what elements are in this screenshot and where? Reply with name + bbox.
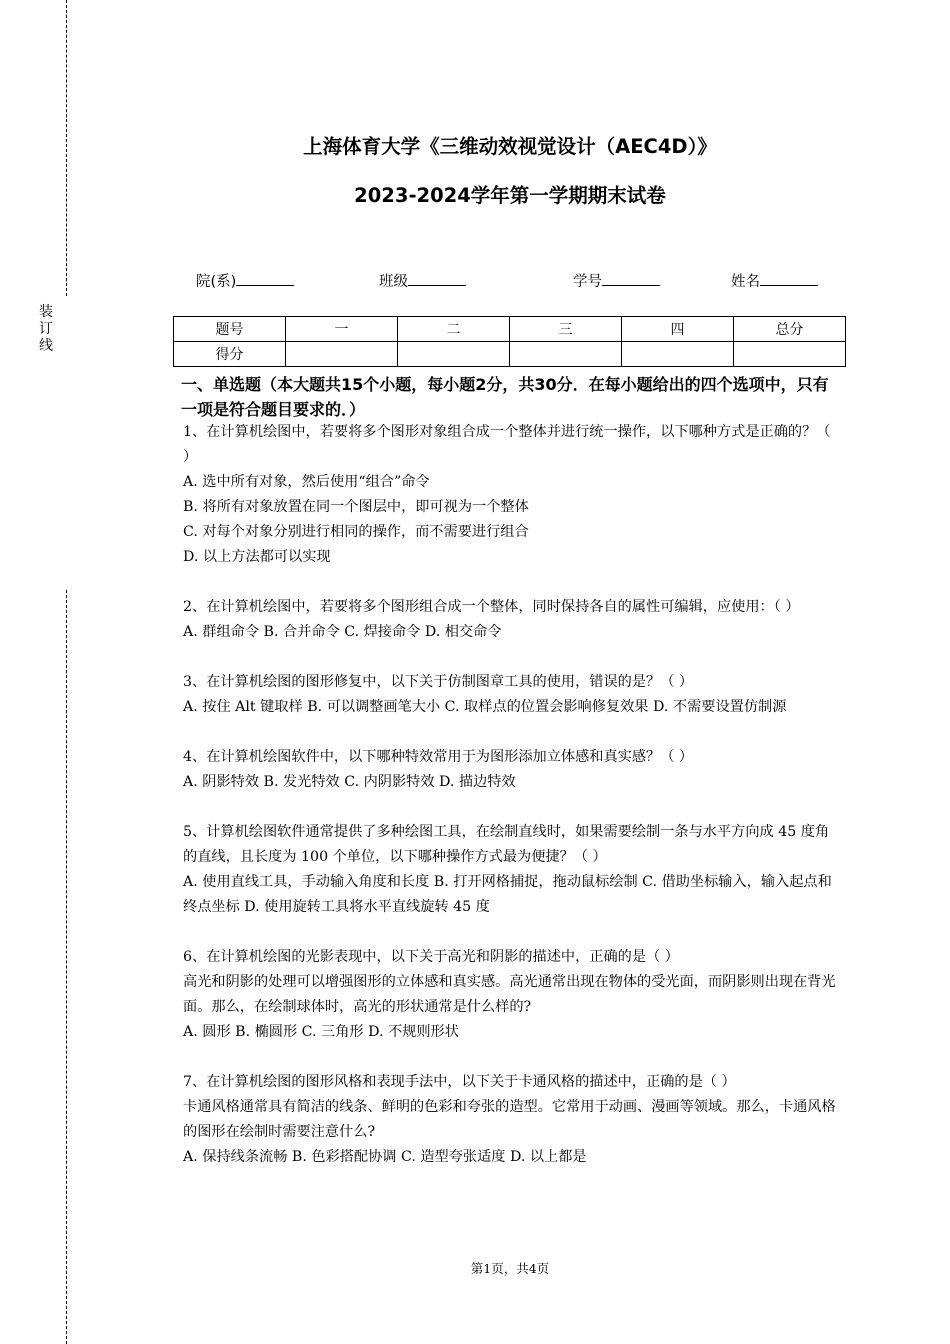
score-table-header-row: [174, 317, 846, 342]
score-row-label: 得分: [174, 342, 286, 367]
score-table-header-cell: 二: [398, 317, 510, 342]
question-item: [183, 820, 839, 920]
student-id-blank[interactable]: [602, 271, 660, 286]
page-number: 第1页，共4页: [470, 1261, 550, 1276]
question-stem: 5、计算机绘图软件通常提供了多种绘图工具，在绘制直线时，如果需要绘制一条与水平方向成 45 度角的直线，且长度为 100 个单位，以下哪种操作方式最为便捷？（ ）: [183, 824, 830, 865]
question-stem: 4、在计算机绘图软件中，以下哪种特效常用于为图形添加立体感和真实感？（ ）: [183, 749, 694, 765]
question-stem: 3、在计算机绘图的图形修复中，以下关于仿制图章工具的使用，错误的是？（ ）: [183, 674, 694, 690]
question-item: [183, 670, 839, 720]
question-item: [183, 595, 839, 645]
question-options: A. 保持线条流畅 B. 色彩搭配协调 C. 造型夸张适度 D. 以上都是: [183, 1149, 587, 1165]
score-table: [173, 316, 846, 367]
class-label: 班级: [379, 274, 408, 290]
class-blank[interactable]: [408, 271, 466, 286]
exam-subtitle: 2023-2024学年第一学期期末试卷: [354, 184, 666, 207]
question-item: [183, 420, 839, 570]
student-id-label: 学号: [573, 274, 602, 290]
score-cell[interactable]: [286, 342, 398, 367]
binding-label-char: 装: [39, 304, 53, 320]
question-item: [183, 1070, 839, 1170]
score-table-score-row: [174, 342, 846, 367]
question-stem: 1、在计算机绘图中，若要将多个图形对象组合成一个整体并进行统一操作，以下哪种方式是正确的？（ ）: [183, 424, 831, 465]
student-id-field[interactable]: [573, 270, 660, 291]
score-cell[interactable]: [622, 342, 734, 367]
score-table-header-cell: 一: [286, 317, 398, 342]
department-blank[interactable]: [236, 271, 294, 286]
score-table-header-cell: 总分: [734, 317, 846, 342]
question-option: B. 将所有对象放置在同一个图层中，即可视为一个整体: [183, 499, 529, 515]
question-options: A. 圆形 B. 椭圆形 C. 三角形 D. 不规则形状: [183, 1024, 459, 1040]
section-heading: 一、单选题（本大题共15个小题，每小题2分，共30分．在每小题给出的四个选项中，只有一项是符合题目要求的．）: [181, 375, 829, 419]
question-context: 高光和阴影的处理可以增强图形的立体感和真实感。高光通常出现在物体的受光面，而阴影则出现在背光面。那么，在绘制球体时，高光的形状通常是什么样的?: [183, 974, 836, 1015]
question-options: A. 阴影特效 B. 发光特效 C. 内阴影特效 D. 描边特效: [183, 774, 516, 790]
question-context: 卡通风格通常具有简洁的线条、鲜明的色彩和夸张的造型。它常用于动画、漫画等领域。那么，卡通风格的图形在绘制时需要注意什么?: [183, 1099, 836, 1140]
name-field[interactable]: [731, 270, 818, 291]
binding-dashed-line-bottom: [66, 590, 67, 1344]
question-stem: 2、在计算机绘图中，若要将多个图形组合成一个整体，同时保持各自的属性可编辑，应使用：（ ）: [183, 599, 800, 615]
score-cell[interactable]: [398, 342, 510, 367]
score-table-header-cell: 三: [510, 317, 622, 342]
class-field[interactable]: [379, 270, 466, 291]
score-cell[interactable]: [510, 342, 622, 367]
question-list: [183, 420, 839, 1195]
question-item: [183, 745, 839, 795]
department-label: 院(系): [196, 274, 237, 290]
question-item: [183, 945, 839, 1045]
question-options: A. 使用直线工具，手动输入角度和长度 B. 打开网格捕捉，拖动鼠标绘制 C. 借助坐标输入，输入起点和终点坐标 D. 使用旋转工具将水平直线旋转 45 度: [183, 874, 832, 915]
name-label: 姓名: [731, 274, 760, 290]
question-option: A. 选中所有对象，然后使用“组合”命令: [183, 474, 430, 490]
name-blank[interactable]: [760, 271, 818, 286]
binding-label-char: 订: [39, 321, 53, 337]
exam-title: 上海体育大学《三维动效视觉设计（AEC4D）》: [303, 135, 717, 158]
binding-label-char: 线: [39, 338, 53, 354]
question-option: D. 以上方法都可以实现: [183, 549, 331, 565]
student-info-row: [0, 270, 950, 292]
score-table-header-cell: 题号: [174, 317, 286, 342]
score-cell-total[interactable]: [734, 342, 846, 367]
question-stem: 7、在计算机绘图的图形风格和表现手法中，以下关于卡通风格的描述中，正确的是（ ）: [183, 1074, 736, 1090]
question-options: A. 群组命令 B. 合并命令 C. 焊接命令 D. 相交命令: [183, 624, 502, 640]
department-field[interactable]: [196, 270, 294, 291]
score-table-header-cell: 四: [622, 317, 734, 342]
question-option: C. 对每个对象分别进行相同的操作，而不需要进行组合: [183, 524, 529, 540]
question-options: A. 按住 Alt 键取样 B. 可以调整画笔大小 C. 取样点的位置会影响修复效果 D. 不需要设置仿制源: [183, 699, 787, 715]
question-stem: 6、在计算机绘图的光影表现中，以下关于高光和阴影的描述中，正确的是（ ）: [183, 949, 679, 965]
binding-label: [38, 304, 54, 355]
